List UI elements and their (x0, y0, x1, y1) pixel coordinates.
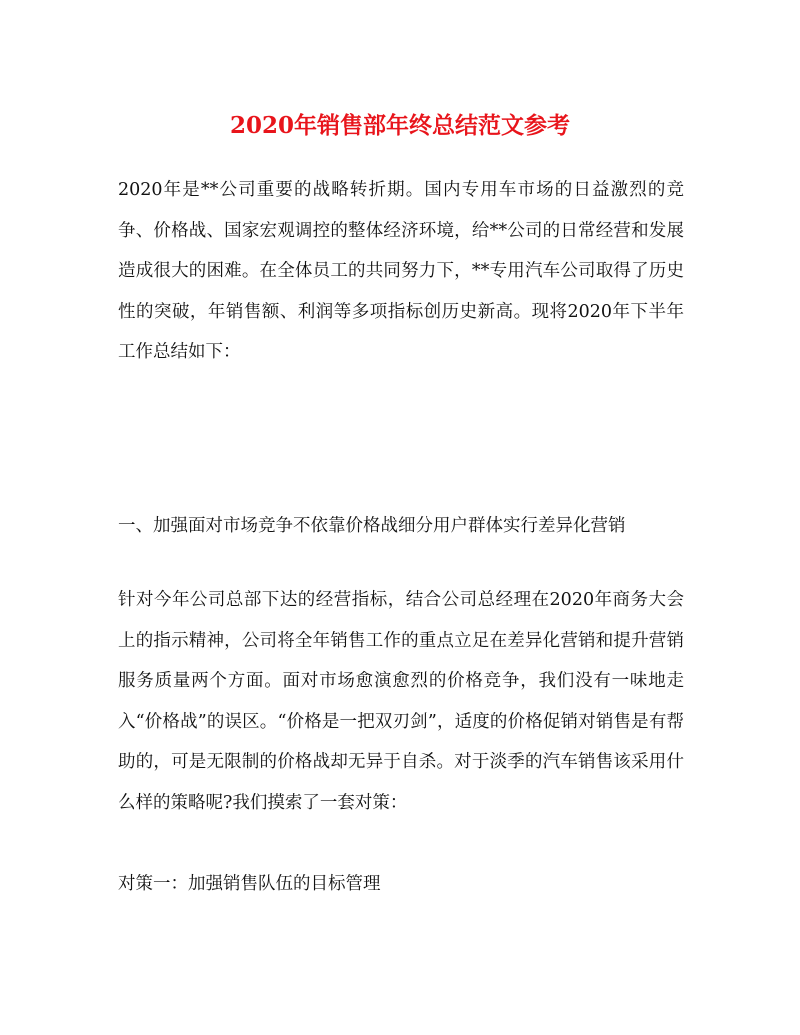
document-title: 2020年销售部年终总结范文参考 (229, 112, 570, 139)
section-heading: 一、加强面对市场竞争不依靠价格战细分用户群体实行差异化营销 (118, 516, 626, 536)
intro-paragraph: 2020年是**公司重要的战略转折期。国内专用车市场的日益激烈的竞争、价格战、国家宏观调控的整体经济环境，给**公司的日常经营和发展造成很大的困难。在全体员工的共同努力下，**专用汽车公司取得了历史性的突破，年销售额、利润等多项指标创历史新高。现将2020年下半年工作总结如下： (118, 180, 684, 362)
strategy-heading: 对策一：加强销售队伍的目标管理 (118, 874, 381, 894)
section-paragraph: 针对今年公司总部下达的经营指标，结合公司总经理在2020年商务大会上的指示精神，公司将全年销售工作的重点立足在差异化营销和提升营销服务质量两个方面。面对市场愈演愈烈的价格竞争，我们没有一味地走入“价格战”的误区。“价格是一把双刃剑”，适度的价格促销对销售是有帮助的，可是无限制的价格战却无异于自杀。对于淡季的汽车销售该采用什么样的策略呢?我们摸索了一套对策： (118, 590, 684, 813)
